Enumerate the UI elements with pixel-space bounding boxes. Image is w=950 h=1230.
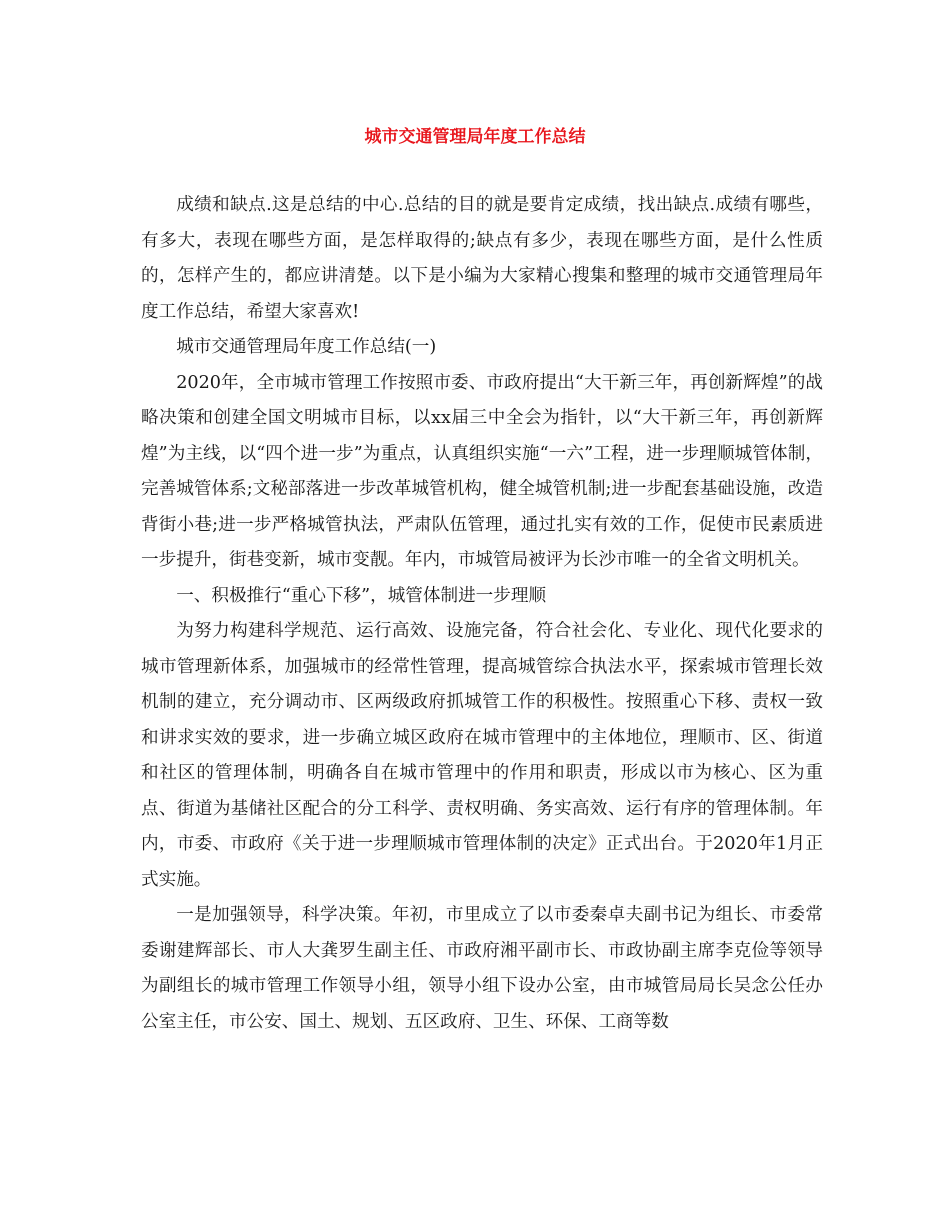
paragraph-overview: 2020年，全市城市管理工作按照市委、市政府提出“大干新三年，再创新辉煌”的战略决策和创建全国文明城市目标，以xx届三中全会为指针，以“大干新三年，再创新辉煌”为主线，以“四个进一步”为重点，认真组织实施“一六”工程，进一步理顺城管体制，完善城管体系;文秘部落进一步改革城管机构，健全城管机制;进一步配套基础设施，改造背街小巷;进一步严格城管执法，严肃队伍管理，通过扎实有效的工作，促使市民素质进一步提升，街巷变新，城市变靓。年内，市城管局被评为长沙市唯一的全省文明机关。	[141, 372, 823, 570]
document-body	[141, 188, 823, 1040]
section-heading-1: 一、积极推行“重心下移”，城管体制进一步理顺	[176, 585, 547, 606]
document-title: 城市交通管理局年度工作总结	[364, 127, 586, 147]
paragraph-intro: 成绩和缺点.这是总结的中心.总结的目的就是要肯定成绩，找出缺点.成绩有哪些，有多大，表现在哪些方面，是怎样取得的;缺点有多少，表现在哪些方面，是什么性质的，怎样产生的，都应讲清楚。以下是小编为大家精心搜集和整理的城市交通管理局年度工作总结，希望大家喜欢!	[141, 195, 823, 322]
paragraph-leadership: 一是加强领导，科学决策。年初，市里成立了以市委秦卓夫副书记为组长、市委常委谢建辉部长、市人大龚罗生副主任、市政府湘平副市长、市政协副主席李克俭等领导为副组长的城市管理工作领导小组，领导小组下设办公室，由市城管局局长吴念公任办公室主任，市公安、国土、规划、五区政府、卫生、环保、工商等数	[141, 905, 823, 1032]
section-heading-part-one: 城市交通管理局年度工作总结(一)	[176, 337, 437, 357]
paragraph-management-system: 为努力构建科学规范、运行高效、设施完备，符合社会化、专业化、现代化要求的城市管理新体系，加强城市的经常性管理，提高城管综合执法水平，探索城市管理长效机制的建立，充分调动市、区两级政府抓城管工作的积极性。按照重心下移、责权一致和讲求实效的要求，进一步确立城区政府在城市管理中的主体地位，理顺市、区、街道和社区的管理体制，明确各自在城市管理中的作用和职责，形成以市为核心、区为重点、街道为基储社区配合的分工科学、责权明确、务实高效、运行有序的管理体制。年内，市委、市政府《关于进一步理顺城市管理体制的决定》正式出台。于2020年1月正式实施。	[141, 621, 823, 890]
